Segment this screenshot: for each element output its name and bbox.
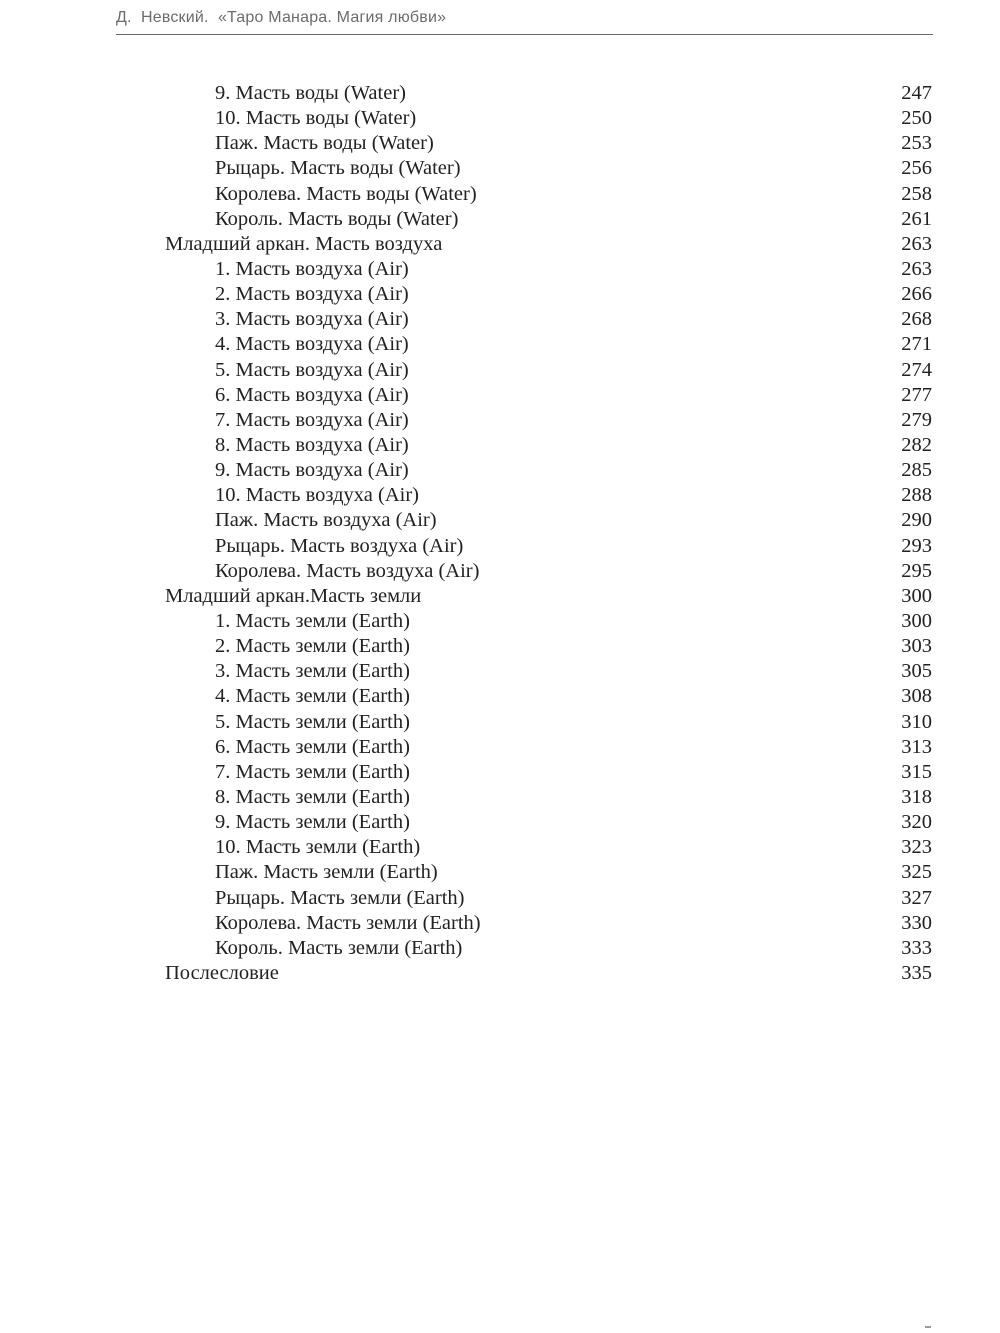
toc-entry-page-number: 263 — [901, 257, 932, 280]
toc-entry-title: Король. Масть воды (Water) — [215, 207, 459, 230]
toc-entry[interactable] — [0, 559, 1000, 584]
toc-entry-page-number: 282 — [901, 433, 932, 456]
toc-entry[interactable] — [0, 156, 1000, 181]
toc-entry-title: Младший аркан.Масть земли — [165, 584, 422, 607]
toc-entry[interactable] — [0, 182, 1000, 207]
toc-entry-page-number: 258 — [901, 182, 932, 205]
toc-entry[interactable] — [0, 307, 1000, 332]
toc-entry-page-number: 256 — [901, 157, 932, 180]
page-edge-mark — [925, 1326, 931, 1328]
toc-entry[interactable] — [0, 106, 1000, 131]
toc-entry-page-number: 303 — [901, 635, 932, 658]
toc-entry[interactable] — [0, 81, 1000, 106]
toc-entry-title: 10. Масть воздуха (Air) — [215, 484, 419, 507]
toc-entry-page-number: 279 — [901, 408, 932, 431]
toc-entry-page-number: 295 — [901, 559, 932, 582]
toc-entry-title: 9. Масть воздуха (Air) — [215, 459, 409, 482]
toc-entry-title: 9. Масть воды (Water) — [215, 82, 406, 104]
toc-entry[interactable] — [0, 810, 1000, 835]
toc-entry-title: Послесловие — [165, 961, 279, 984]
toc-entry[interactable] — [0, 282, 1000, 307]
toc-entry[interactable] — [0, 886, 1000, 911]
toc-entry-title: Королева. Масть воздуха (Air) — [215, 559, 480, 582]
toc-entry-title: 7. Масть воздуха (Air) — [215, 408, 409, 431]
toc-entry-title: 6. Масть воздуха (Air) — [215, 383, 409, 406]
toc-entry-page-number: 323 — [901, 836, 932, 859]
toc-entry-page-number: 305 — [901, 660, 932, 683]
toc-entry-page-number: 300 — [901, 609, 932, 632]
toc-entry-page-number: 285 — [901, 459, 932, 482]
toc-entry-page-number: 310 — [901, 710, 932, 733]
toc-entry[interactable] — [0, 458, 1000, 483]
toc-entry-title: Рыцарь. Масть земли (Earth) — [215, 886, 465, 909]
toc-entry-title: Паж. Масть земли (Earth) — [215, 861, 438, 884]
toc-entry-page-number: 330 — [901, 911, 932, 934]
toc-entry[interactable] — [0, 659, 1000, 684]
toc-entry[interactable] — [0, 131, 1000, 156]
toc-entry[interactable] — [0, 358, 1000, 383]
toc-entry[interactable] — [0, 735, 1000, 760]
toc-entry-title: 2. Масть воздуха (Air) — [215, 283, 409, 306]
toc-entry-page-number: 288 — [901, 484, 932, 507]
toc-entry-title: 2. Масть земли (Earth) — [215, 635, 410, 658]
toc-entry-page-number: 325 — [901, 861, 932, 884]
toc-entry[interactable] — [0, 534, 1000, 559]
toc-entry-page-number: 247 — [901, 82, 932, 104]
toc-entry-page-number: 261 — [901, 207, 932, 230]
toc-entry-page-number: 315 — [901, 760, 932, 783]
toc-entry[interactable] — [0, 936, 1000, 961]
toc-entry-page-number: 333 — [901, 936, 932, 959]
toc-entry-page-number: 300 — [901, 584, 932, 607]
toc-entry-title: 8. Масть воздуха (Air) — [215, 433, 409, 456]
running-header-text: Д. Невский. «Таро Манара. Магия любви» — [116, 9, 447, 26]
toc-entry-title: Рыцарь. Масть воды (Water) — [215, 157, 461, 180]
toc-entry-title: 4. Масть воздуха (Air) — [215, 333, 409, 356]
toc-entry[interactable] — [0, 584, 1000, 609]
table-of-contents — [0, 81, 1000, 986]
toc-entry[interactable] — [0, 760, 1000, 785]
toc-entry-title: 9. Масть земли (Earth) — [215, 811, 410, 834]
toc-entry-page-number: 274 — [901, 358, 932, 381]
toc-entry[interactable] — [0, 483, 1000, 508]
toc-entry-title: 3. Масть земли (Earth) — [215, 660, 410, 683]
toc-entry[interactable] — [0, 257, 1000, 282]
toc-entry[interactable] — [0, 835, 1000, 860]
toc-entry-title: 4. Масть земли (Earth) — [215, 685, 410, 708]
toc-entry[interactable] — [0, 508, 1000, 533]
toc-entry-page-number: 290 — [901, 509, 932, 532]
toc-entry[interactable] — [0, 332, 1000, 357]
toc-entry[interactable] — [0, 408, 1000, 433]
toc-entry-title: 6. Масть земли (Earth) — [215, 735, 410, 758]
toc-entry-page-number: 308 — [901, 685, 932, 708]
toc-entry-title: 8. Масть земли (Earth) — [215, 785, 410, 808]
toc-entry-title: 10. Масть воды (Water) — [215, 107, 417, 130]
toc-entry-title: 5. Масть воздуха (Air) — [215, 358, 409, 381]
toc-entry[interactable] — [0, 911, 1000, 936]
toc-entry-page-number: 253 — [901, 132, 932, 155]
toc-entry-title: 1. Масть земли (Earth) — [215, 609, 410, 632]
toc-entry-title: Младший аркан. Масть воздуха — [165, 232, 443, 255]
toc-entry-title: Король. Масть земли (Earth) — [215, 936, 463, 959]
toc-entry-title: Паж. Масть воды (Water) — [215, 132, 434, 155]
toc-entry[interactable] — [0, 684, 1000, 709]
toc-entry[interactable] — [0, 785, 1000, 810]
toc-entry-title: 5. Масть земли (Earth) — [215, 710, 410, 733]
toc-entry-title: 1. Масть воздуха (Air) — [215, 257, 409, 280]
toc-entry-title: 10. Масть земли (Earth) — [215, 836, 421, 859]
toc-entry-page-number: 271 — [901, 333, 932, 356]
toc-entry-page-number: 327 — [901, 886, 932, 909]
toc-entry-title: Рыцарь. Масть воздуха (Air) — [215, 534, 464, 557]
toc-entry-page-number: 277 — [901, 383, 932, 406]
toc-entry-title: 3. Масть воздуха (Air) — [215, 308, 409, 331]
toc-entry-page-number: 320 — [901, 811, 932, 834]
toc-entry[interactable] — [0, 609, 1000, 634]
toc-entry[interactable] — [0, 710, 1000, 735]
toc-entry-page-number: 313 — [901, 735, 932, 758]
toc-entry-page-number: 293 — [901, 534, 932, 557]
toc-entry[interactable] — [0, 860, 1000, 885]
toc-entry-title: Паж. Масть воздуха (Air) — [215, 509, 437, 532]
toc-entry-title: Королева. Масть земли (Earth) — [215, 911, 481, 934]
toc-entry[interactable] — [0, 207, 1000, 232]
toc-entry-page-number: 250 — [901, 107, 932, 130]
toc-entry-title: Королева. Масть воды (Water) — [215, 182, 477, 205]
toc-entry-page-number: 268 — [901, 308, 932, 331]
running-header — [116, 6, 933, 35]
toc-entry[interactable] — [0, 383, 1000, 408]
toc-entry-page-number: 266 — [901, 283, 932, 306]
toc-entry-page-number: 318 — [901, 785, 932, 808]
toc-entry[interactable] — [0, 961, 1000, 986]
toc-entry-page-number: 263 — [901, 232, 932, 255]
toc-entry[interactable] — [0, 634, 1000, 659]
toc-entry-title: 7. Масть земли (Earth) — [215, 760, 410, 783]
toc-entry-page-number: 335 — [901, 961, 932, 984]
toc-entry[interactable] — [0, 433, 1000, 458]
toc-entry[interactable] — [0, 232, 1000, 257]
